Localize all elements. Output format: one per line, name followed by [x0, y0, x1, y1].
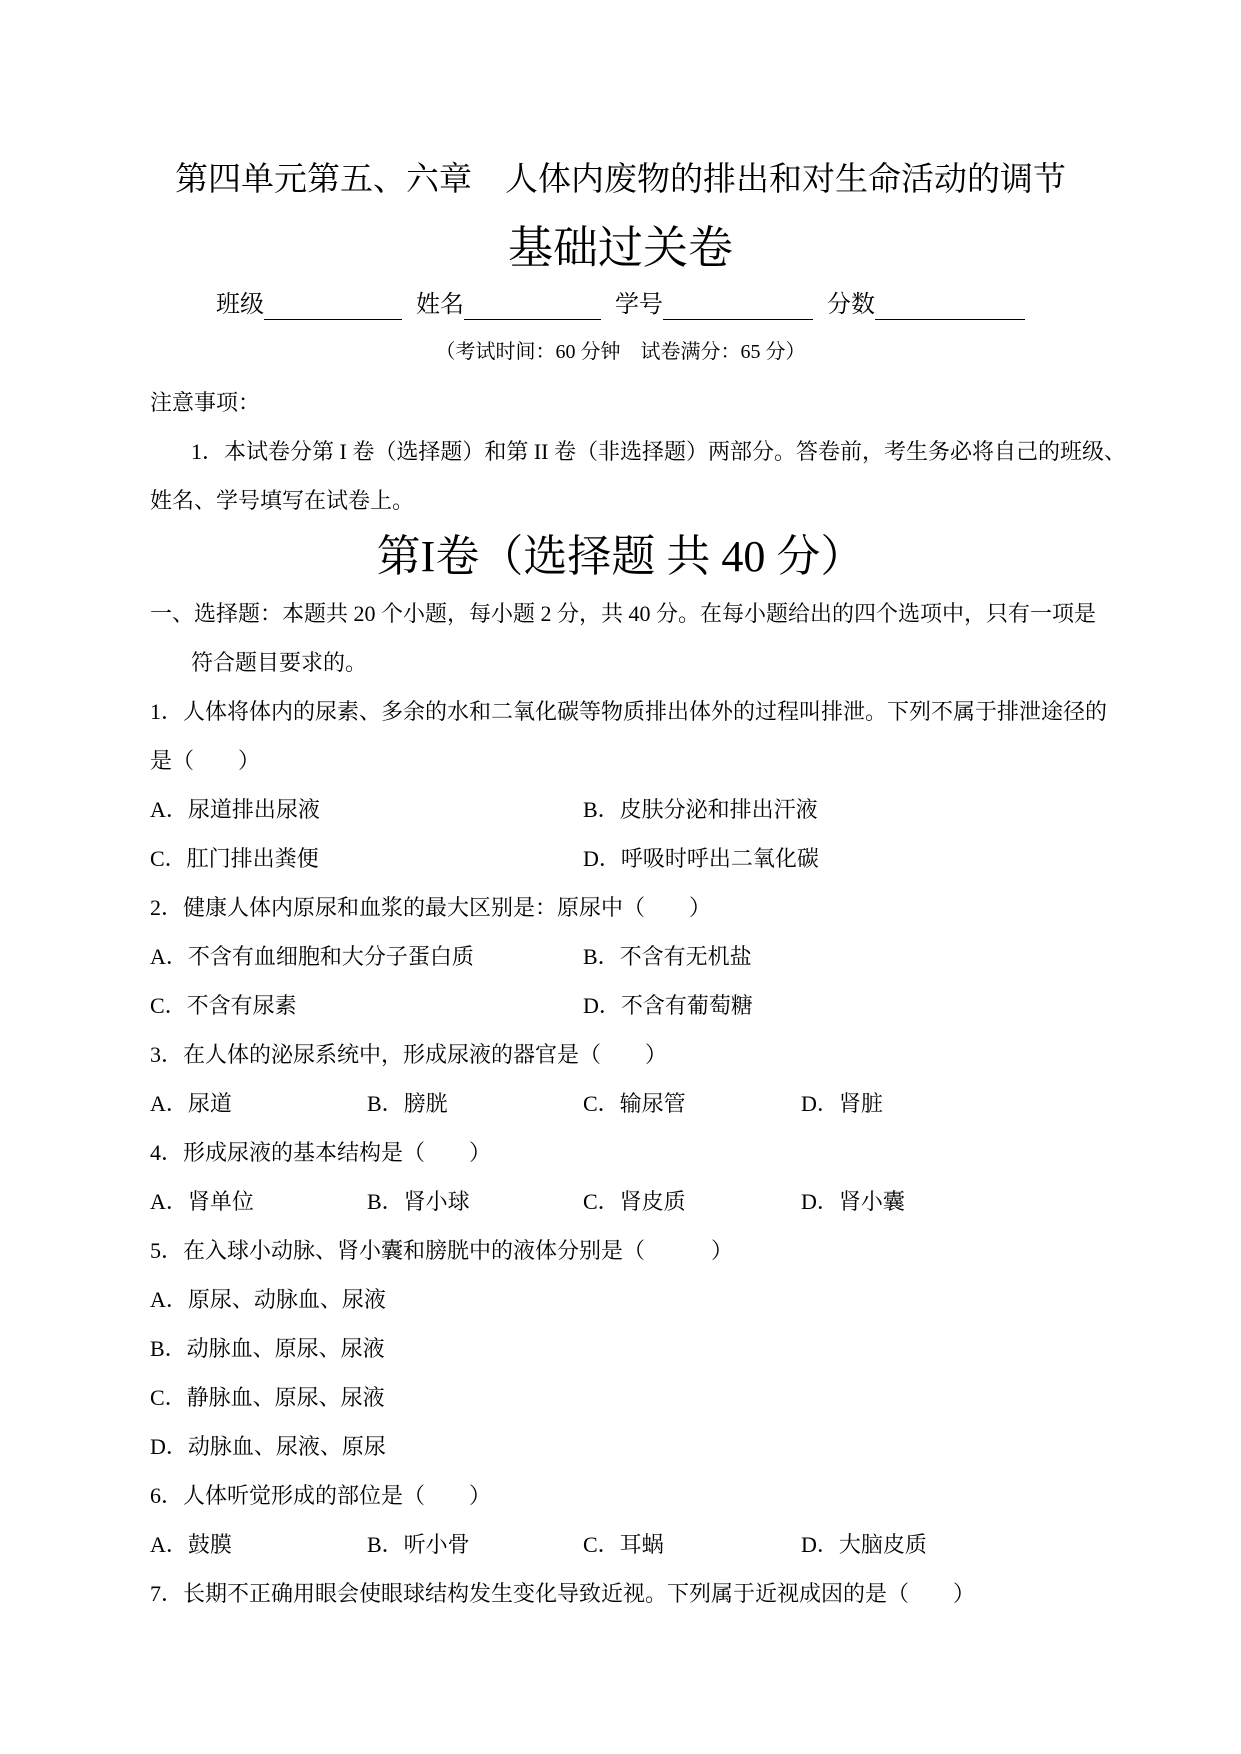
exam-subtitle: 基础过关卷 — [507, 223, 733, 273]
option-c: C．肾皮质 — [583, 1189, 686, 1214]
question-stem: 2．健康人体内原尿和血浆的最大区别是：原尿中（ ） — [150, 895, 712, 920]
option-d: D．肾脏 — [801, 1091, 883, 1116]
student-info-line — [216, 290, 1025, 320]
student-id-blank — [663, 290, 813, 320]
option-row — [150, 932, 1191, 981]
option-b: B．动脉血、原尿、尿液 — [150, 1336, 385, 1361]
option-c: C．耳蜗 — [583, 1532, 664, 1557]
section-instructions: 符合题目要求的。 — [191, 650, 368, 675]
question-list — [150, 589, 1191, 1618]
exam-title: 第四单元第五、六章 人体内废物的排出和对生命活动的调节 — [175, 162, 1066, 198]
option-row — [150, 1079, 1191, 1128]
notice-line: 姓名、学号填写在试卷上。 — [150, 488, 415, 513]
option-b: B．不含有无机盐 — [583, 944, 752, 969]
question-1 — [150, 687, 1191, 883]
name-label: 姓名 — [416, 292, 464, 318]
notice-line: 1．本试卷分第 I 卷（选择题）和第 II 卷（非选择题）两部分。答卷前，考生务必将自己的班级、 — [191, 439, 1126, 464]
question-stem: 1．人体将体内的尿素、多余的水和二氧化碳等物质排出体外的过程叫排泄。下列不属于排泄途径的 — [150, 699, 1108, 724]
question-4 — [150, 1128, 1191, 1226]
section-instructions: 一、选择题：本题共 20 个小题，每小题 2 分，共 40 分。在每小题给出的四个选项中，只有一项是 — [150, 601, 1097, 626]
option-a: A．不含有血细胞和大分子蛋白质 — [150, 944, 474, 969]
question-3 — [150, 1030, 1191, 1128]
option-c: C．静脉血、原尿、尿液 — [150, 1385, 385, 1410]
option-b: B．肾小球 — [367, 1189, 470, 1214]
exam-info: （考试时间：60 分钟 试卷满分：65 分） — [435, 341, 806, 363]
option-a: A．肾单位 — [150, 1189, 254, 1214]
option-row — [150, 1422, 1191, 1471]
name-blank — [464, 290, 601, 320]
option-row — [150, 981, 1191, 1030]
option-row — [150, 1520, 1191, 1569]
question-stem: 7．长期不正确用眼会使眼球结构发生变化导致近视。下列属于近视成因的是（ ） — [150, 1581, 976, 1606]
option-row — [150, 834, 1191, 883]
option-a: A．原尿、动脉血、尿液 — [150, 1287, 386, 1312]
question-stem: 3．在人体的泌尿系统中，形成尿液的器官是（ ） — [150, 1042, 668, 1067]
option-b: B．皮肤分泌和排出汗液 — [583, 797, 818, 822]
section-title: 第I卷（选择题 共 40 分） — [376, 532, 865, 581]
option-a: A．鼓膜 — [150, 1532, 232, 1557]
class-label: 班级 — [216, 292, 264, 318]
option-row — [150, 785, 1191, 834]
option-row — [150, 1324, 1191, 1373]
question-stem: 是（ ） — [150, 748, 261, 773]
option-c: C．不含有尿素 — [150, 993, 297, 1018]
option-d: D．动脉血、尿液、原尿 — [150, 1434, 386, 1459]
class-blank — [264, 290, 402, 320]
question-stem: 6．人体听觉形成的部位是（ ） — [150, 1483, 492, 1508]
question-stem: 4．形成尿液的基本结构是（ ） — [150, 1140, 492, 1165]
question-5 — [150, 1226, 1191, 1471]
option-row — [150, 1177, 1191, 1226]
option-d: D．呼吸时呼出二氧化碳 — [583, 846, 819, 871]
notice-block — [150, 378, 1191, 525]
score-label: 分数 — [827, 292, 875, 318]
question-7 — [150, 1569, 1191, 1618]
option-c: C．肛门排出粪便 — [150, 846, 319, 871]
option-b: B．膀胱 — [367, 1091, 448, 1116]
option-d: D．大脑皮质 — [801, 1532, 927, 1557]
student-id-label: 学号 — [615, 292, 663, 318]
option-d: D．肾小囊 — [801, 1189, 905, 1214]
question-6 — [150, 1471, 1191, 1569]
question-stem: 5．在入球小动脉、肾小囊和膀胱中的液体分别是（ ） — [150, 1238, 734, 1263]
option-a: A．尿道排出尿液 — [150, 797, 320, 822]
option-c: C．输尿管 — [583, 1091, 686, 1116]
option-a: A．尿道 — [150, 1091, 232, 1116]
option-d: D．不含有葡萄糖 — [583, 993, 753, 1018]
question-2 — [150, 883, 1191, 1030]
option-b: B．听小骨 — [367, 1532, 470, 1557]
option-row — [150, 1275, 1191, 1324]
score-blank — [875, 290, 1025, 320]
option-row — [150, 1373, 1191, 1422]
notice-heading: 注意事项： — [150, 390, 261, 415]
